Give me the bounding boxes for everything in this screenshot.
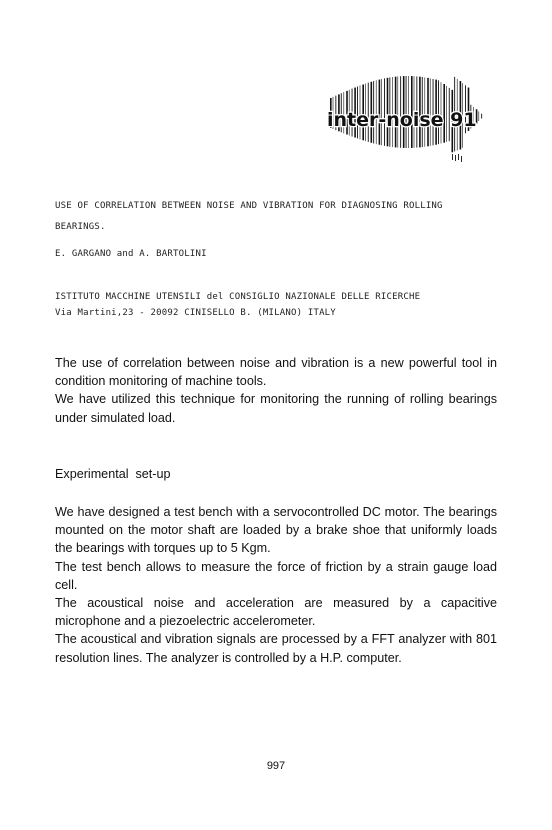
page-number: 997 — [266, 760, 286, 772]
logo-bar — [481, 114, 482, 119]
section-heading: Experimental set-up — [55, 467, 171, 481]
abstract — [55, 354, 497, 427]
logo-bar — [458, 154, 459, 160]
logo-bar — [461, 156, 462, 162]
section-body — [55, 503, 497, 667]
abstract-paragraph: We have utilized this technique for monitoring the running of rolling bearings under simulated load. — [55, 392, 497, 425]
affiliation-line-1: ISTITUTO MACCHINE UTENSILI del CONSIGLIO NAZIONALE DELLE RICERCHE — [55, 292, 421, 302]
affiliation-line-2: Via Martini,23 - 20092 CINISELLO B. (MILANO) ITALY — [55, 308, 336, 318]
body-paragraph: The acoustical and vibration signals are processed by a FFT analyzer with 801 resolution lines. The analyzer is controlled by a H.P. computer. — [55, 632, 497, 665]
body-paragraph: The test bench allows to measure the force of friction by a strain gauge load cell. — [55, 559, 497, 592]
logo-bar — [452, 154, 453, 160]
authors: E. GARGANO and A. BARTOLINI — [55, 249, 207, 259]
paper-title-line-1: USE OF CORRELATION BETWEEN NOISE AND VIBRATION FOR DIAGNOSING ROLLING — [55, 201, 443, 211]
conference-logo — [324, 58, 494, 170]
logo-text: inter-noise 91 — [327, 109, 477, 131]
logo-bar — [455, 155, 456, 161]
body-paragraph: The acoustical noise and acceleration are measured by a capacitive microphone and a piezoelectric accelerometer. — [55, 596, 497, 629]
abstract-paragraph: The use of correlation between noise and vibration is a new powerful tool in condition monitoring of machine tools. — [55, 356, 497, 389]
logo-bar — [479, 111, 480, 121]
paper-title-line-2: BEARINGS. — [55, 222, 106, 232]
body-paragraph: We have designed a test bench with a servocontrolled DC motor. The bearings mounted on the motor shaft are loaded by a brake shoe that uniformly loads the bearings with torques up to 5 Kgm. — [55, 505, 497, 556]
